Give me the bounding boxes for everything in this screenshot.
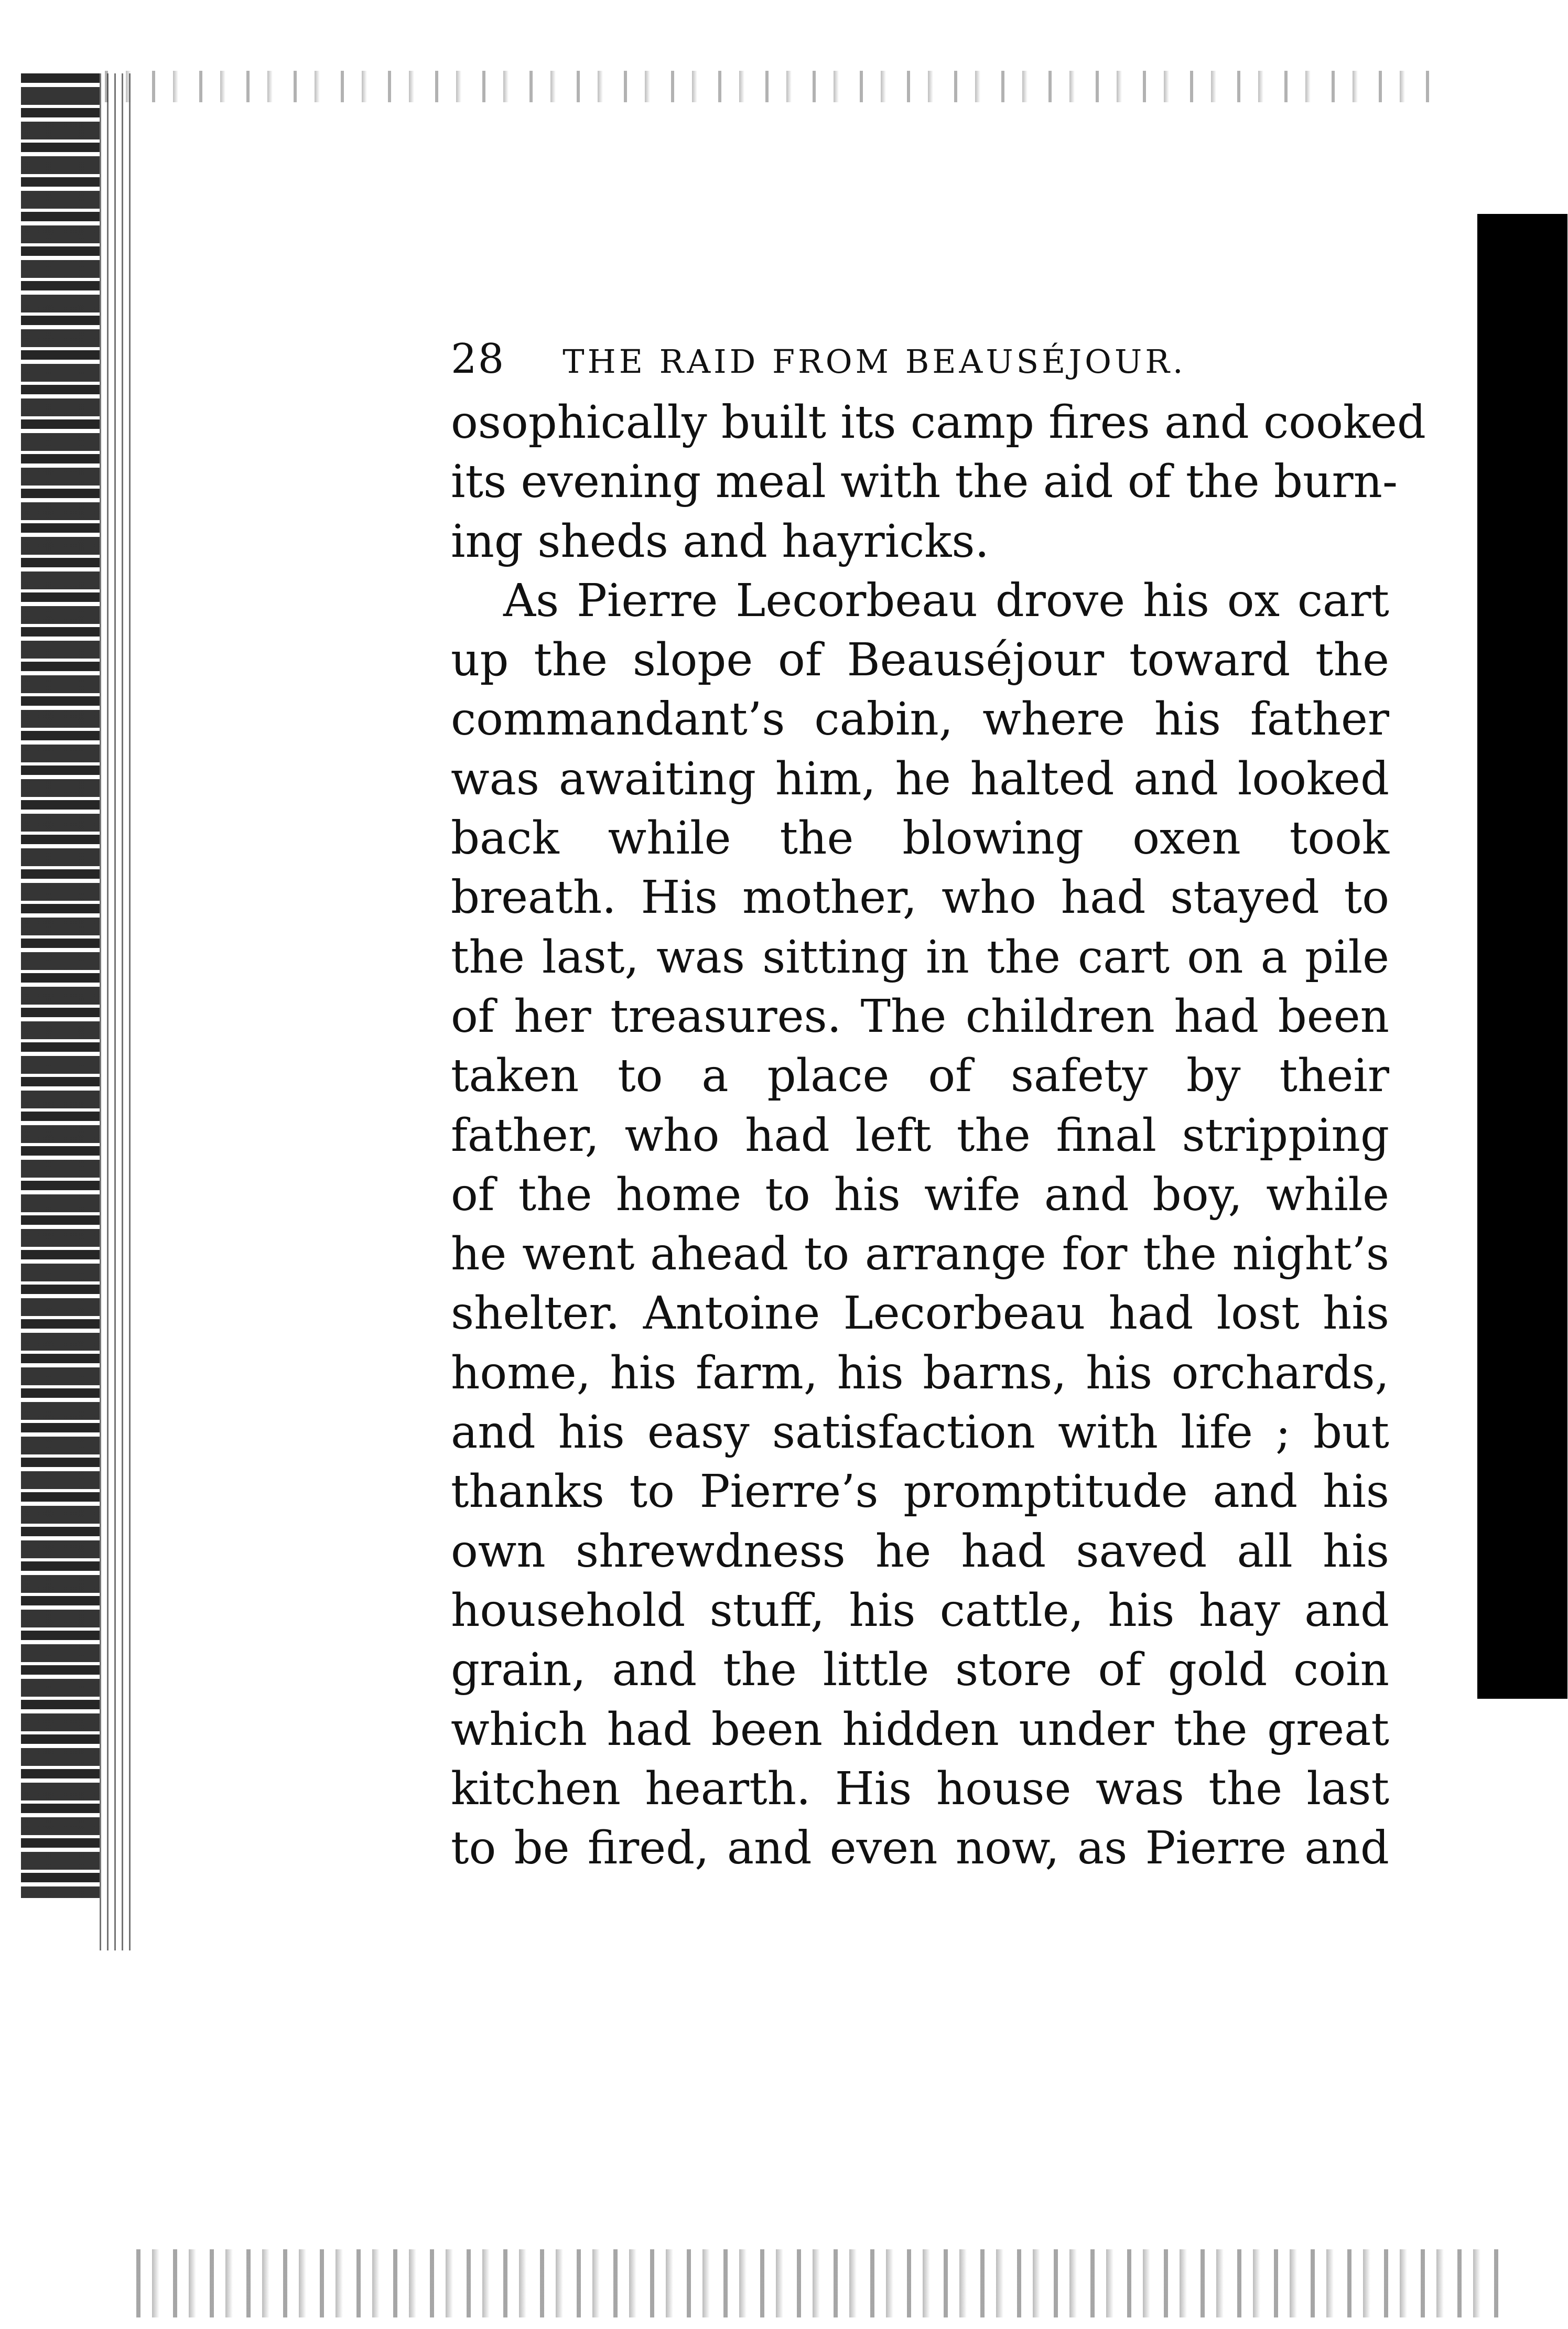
- text-line: back while the blowing oxen took: [451, 812, 1389, 865]
- scan-edge-bottom: [136, 2249, 1499, 2317]
- text-line: of her treasures. The children had been: [451, 990, 1389, 1043]
- text-line: grain, and the little store of gold coin: [451, 1644, 1389, 1697]
- scan-gutter-left: [21, 73, 100, 1898]
- scan-right-edge-bar: [1477, 214, 1567, 1699]
- text-line: of the home to his wife and boy, while: [451, 1168, 1389, 1221]
- text-line: breath. His mother, who had stayed to: [451, 871, 1389, 924]
- page-number: 28: [451, 336, 505, 383]
- text-line: was awaiting him, he halted and looked: [451, 752, 1389, 805]
- text-line: its evening meal with the aid of the burn-: [451, 456, 1398, 509]
- text-line: he went ahead to arrange for the night’s: [451, 1228, 1389, 1281]
- text-line: own shrewdness he had saved all his: [451, 1525, 1389, 1578]
- text-line: commandant’s cabin, where his father: [451, 693, 1389, 746]
- scan-gutter-shadow: [100, 73, 136, 1950]
- scan-edge-top: [105, 71, 1447, 102]
- book-page: [451, 336, 1426, 1878]
- text-line: father, who had left the final stripping: [451, 1109, 1389, 1162]
- running-title: THE RAID FROM BEAUSÉJOUR.: [563, 342, 1186, 381]
- text-line: ing sheds and hayricks.: [451, 515, 989, 568]
- text-line: the last, was sitting in the cart on a pile: [451, 931, 1389, 984]
- text-line: up the slope of Beauséjour toward the: [451, 634, 1389, 687]
- text-line: household stuff, his cattle, his hay and: [451, 1584, 1389, 1637]
- text-line: As Pierre Lecorbeau drove his ox cart: [503, 574, 1389, 627]
- running-head: [451, 336, 1394, 393]
- text-line: thanks to Pierre’s promptitude and his: [451, 1465, 1389, 1518]
- text-line: to be fired, and even now, as Pierre and: [451, 1822, 1389, 1875]
- text-line: osophically built its camp fires and cooked: [451, 396, 1426, 449]
- text-line: kitchen hearth. His house was the last: [451, 1762, 1389, 1815]
- text-line: and his easy satisfaction with life ; but: [451, 1406, 1389, 1459]
- text-line: which had been hidden under the great: [451, 1703, 1389, 1756]
- text-line: shelter. Antoine Lecorbeau had lost his: [451, 1287, 1389, 1340]
- text-line: taken to a place of safety by their: [451, 1050, 1389, 1103]
- body-text: [451, 393, 1426, 1878]
- text-line: home, his farm, his barns, his orchards,: [451, 1346, 1389, 1399]
